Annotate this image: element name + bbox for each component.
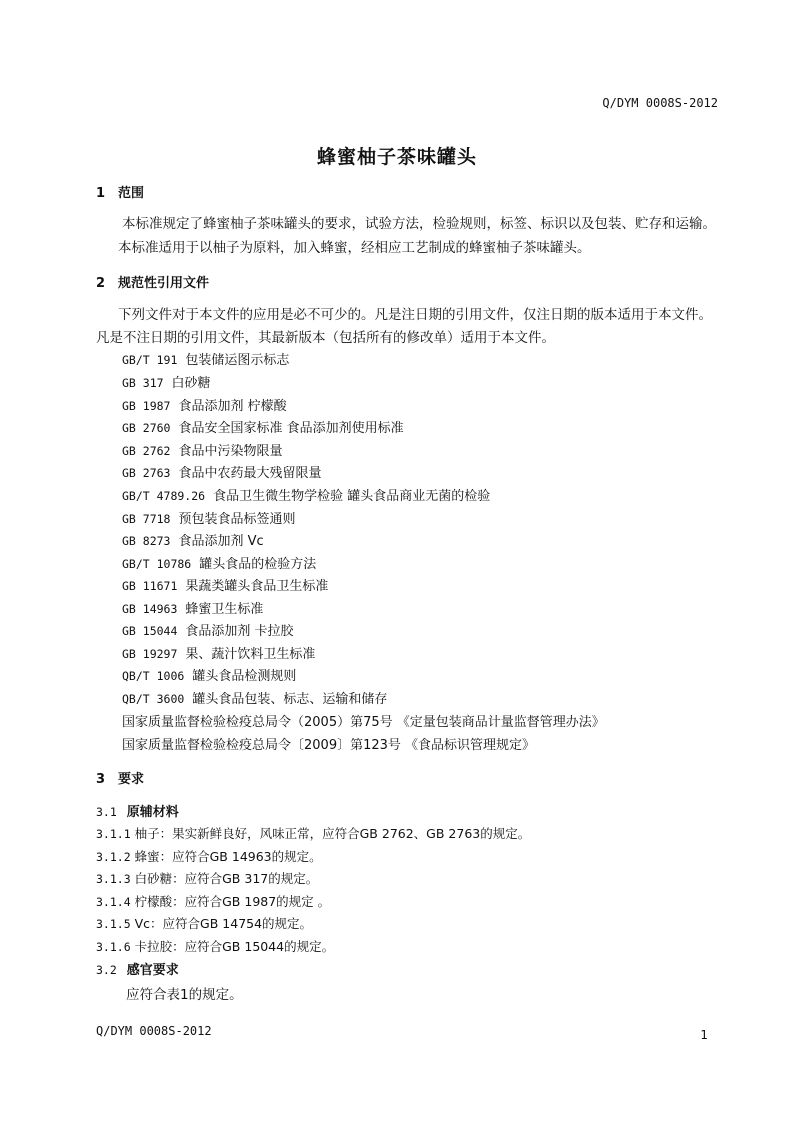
reference-item <box>122 372 211 391</box>
requirement-item <box>96 937 334 955</box>
reference-name: 食品中污染物限量 <box>178 444 283 459</box>
reference-code: GB 2763 <box>122 466 171 480</box>
subsection-3-1-heading <box>96 801 179 820</box>
reference-name: 食品中农药最大残留限量 <box>178 466 322 481</box>
requirement-item <box>96 824 530 842</box>
document-code-header: Q/DYM 0008S-2012 <box>602 96 718 110</box>
reference-decree-2: 国家质量监督检验检疫总局令〔2009〕第123号 《食品标识管理规定》 <box>122 738 536 753</box>
section-2-paragraph-line-2: 凡是不注日期的引用文件，其最新版本（包括所有的修改单）适用于本文件。 <box>96 330 555 346</box>
section-1-heading <box>96 182 144 201</box>
reference-code: GB 14963 <box>122 602 178 616</box>
reference-code: GB 317 <box>122 376 164 390</box>
page-number: 1 <box>700 1028 708 1042</box>
section-2-heading <box>96 272 209 291</box>
document-code-footer: Q/DYM 0008S-2012 <box>96 1024 212 1038</box>
requirement-number: 3.1.6 <box>96 940 131 954</box>
reference-name: 蜂蜜卫生标准 <box>185 602 264 617</box>
section-1-title: 范围 <box>118 186 145 201</box>
reference-name: 果蔬类罐头食品卫生标准 <box>185 579 329 594</box>
reference-code: GB 19297 <box>122 647 178 661</box>
reference-item <box>122 349 289 368</box>
section-1-paragraph-1: 本标准规定了蜂蜜柚子茶味罐头的要求，试验方法，检验规则，标签、标识以及包装、贮存和运输。 <box>122 216 716 232</box>
reference-decree-1: 国家质量监督检验检疫总局令（2005）第75号 《定量包装商品计量监督管理办法》 <box>122 715 605 730</box>
subsection-3-1-number: 3.1 <box>96 805 117 819</box>
requirement-item <box>96 847 322 865</box>
reference-item <box>122 598 263 617</box>
requirement-text: 卡拉胶：应符合GB 15044的规定。 <box>134 939 335 954</box>
reference-item <box>122 553 316 572</box>
subsection-3-1-title: 原辅材料 <box>126 805 179 820</box>
reference-item <box>122 530 264 549</box>
reference-item <box>122 575 328 594</box>
subsection-3-2-heading <box>96 959 179 978</box>
requirement-item <box>96 892 330 910</box>
reference-code: GB 2760 <box>122 421 171 435</box>
section-2-title: 规范性引用文件 <box>118 276 210 291</box>
section-3-heading <box>96 768 144 787</box>
requirement-number: 3.1.5 <box>96 917 131 931</box>
reference-item <box>122 462 321 481</box>
section-1-number: 1 <box>96 186 106 201</box>
section-3-number: 3 <box>96 772 106 787</box>
reference-name: 包装储运图示标志 <box>185 353 290 368</box>
subsection-3-2-number: 3.2 <box>96 963 117 977</box>
reference-code: GB/T 4789.26 <box>122 489 206 503</box>
reference-item <box>122 508 295 527</box>
reference-name: 食品添加剂 柠檬酸 <box>178 399 287 414</box>
requirement-number: 3.1.4 <box>96 895 131 909</box>
requirement-text: 白砂糖：应符合GB 317的规定。 <box>134 871 319 886</box>
requirement-number: 3.1.1 <box>96 827 131 841</box>
reference-name: 预包装食品标签通则 <box>178 512 296 527</box>
requirement-text: 柠檬酸：应符合GB 1987的规定 。 <box>134 894 331 909</box>
reference-item <box>122 485 490 504</box>
reference-item <box>122 620 294 639</box>
reference-code: GB 15044 <box>122 624 178 638</box>
section-1-paragraph-2: 本标准适用于以柚子为原料，加入蜂蜜，经相应工艺制成的蜂蜜柚子茶味罐头。 <box>118 240 591 256</box>
section-2-number: 2 <box>96 276 106 291</box>
requirement-text: 蜂蜜：应符合GB 14963的规定。 <box>134 849 322 864</box>
reference-code: QB/T 1006 <box>122 669 185 683</box>
reference-item <box>122 440 282 459</box>
reference-code: GB 2762 <box>122 444 171 458</box>
reference-name: 罐头食品的检验方法 <box>199 557 317 572</box>
reference-item <box>122 688 387 707</box>
reference-name: 果、蔬汁饮料卫生标准 <box>185 647 316 662</box>
requirement-number: 3.1.2 <box>96 850 131 864</box>
reference-code: GB/T 10786 <box>122 557 192 571</box>
reference-code: GB 11671 <box>122 579 178 593</box>
reference-item <box>122 417 404 436</box>
reference-item <box>122 665 296 684</box>
document-title: 蜂蜜柚子茶味罐头 <box>316 146 477 168</box>
reference-name: 食品添加剂 Vc <box>178 534 264 549</box>
requirement-item <box>96 869 318 887</box>
subsection-3-2-text: 应符合表1的规定。 <box>126 987 243 1003</box>
section-3-title: 要求 <box>118 772 145 787</box>
reference-name: 食品安全国家标准 食品添加剂使用标准 <box>178 421 404 436</box>
section-2-paragraph-line-1: 下列文件对于本文件的应用是必不可少的。凡是注日期的引用文件，仅注日期的版本适用于本文件。 <box>118 307 712 323</box>
requirement-item <box>96 914 312 932</box>
reference-code: QB/T 3600 <box>122 692 185 706</box>
reference-name: 食品卫生微生物学检验 罐头食品商业无菌的检验 <box>213 489 491 504</box>
reference-code: GB 1987 <box>122 399 171 413</box>
subsection-3-2-title: 感官要求 <box>126 963 179 978</box>
reference-item <box>122 395 287 414</box>
reference-name: 白砂糖 <box>171 376 211 391</box>
reference-name: 食品添加剂 卡拉胶 <box>185 624 294 639</box>
reference-name: 罐头食品检测规则 <box>192 669 297 684</box>
reference-code: GB/T 191 <box>122 353 178 367</box>
requirement-text: 柚子：果实新鲜良好，风味正常，应符合GB 2762、GB 2763的规定。 <box>134 826 531 841</box>
reference-code: GB 8273 <box>122 534 171 548</box>
requirement-number: 3.1.3 <box>96 872 131 886</box>
reference-item <box>122 643 315 662</box>
reference-code: GB 7718 <box>122 512 171 526</box>
requirement-text: Vc：应符合GB 14754的规定。 <box>134 916 313 931</box>
reference-name: 罐头食品包装、标志、运输和储存 <box>192 692 388 707</box>
